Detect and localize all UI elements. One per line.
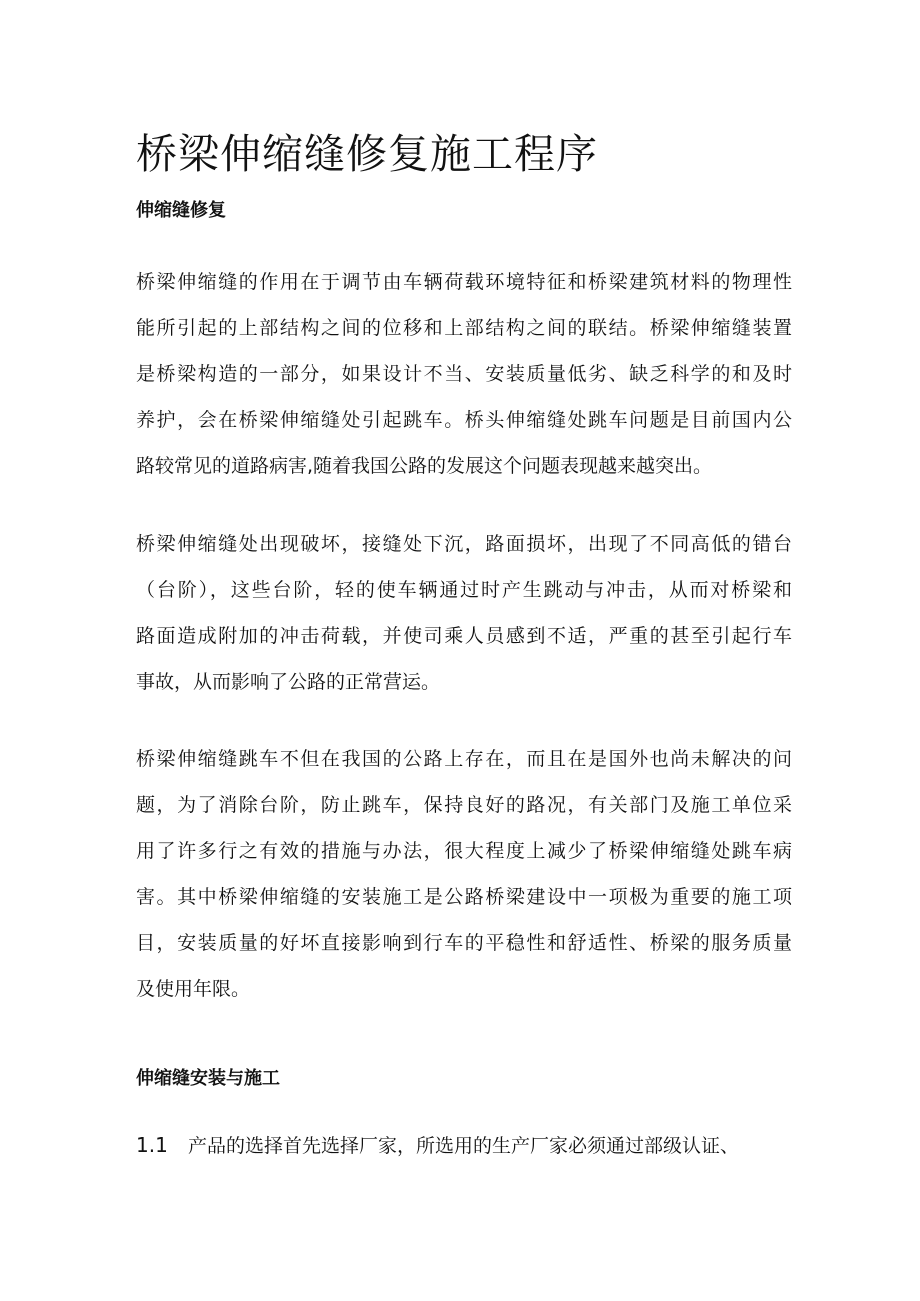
document-title: 桥梁伸缩缝修复施工程序 bbox=[136, 130, 598, 178]
paragraph-line: 害。其中桥梁伸缩缝的安装施工是公路桥梁建设中一项极为重要的施工项 bbox=[136, 886, 792, 908]
paragraph-line: 是桥梁构造的一部分，如果设计不当、安装质量低劣、缺乏科学的和及时 bbox=[136, 363, 792, 385]
paragraph-joint-damage bbox=[136, 521, 792, 705]
paragraph-line: 桥梁伸缩缝的作用在于调节由车辆荷载环境特征和桥梁建筑材料的物理性 bbox=[136, 271, 792, 293]
paragraph-line: （台阶），这些台阶，轻的使车辆通过时产生跳动与冲击，从而对桥梁和 bbox=[136, 579, 792, 601]
paragraph-line: 题，为了消除台阶，防止跳车，保持良好的路况，有关部门及施工单位采 bbox=[136, 794, 792, 816]
section-heading-expansion-joint-repair: 伸缩缝修复 bbox=[136, 200, 226, 221]
item-text: 产品的选择首先选择厂家，所选用的生产厂家必须通过部级认证、 bbox=[188, 1135, 740, 1157]
paragraph-line: 路较常见的道路病害,随着我国公路的发展这个问题表现越来越突出。 bbox=[136, 455, 713, 477]
paragraph-installation-importance bbox=[136, 736, 792, 1012]
paragraph-line: 能所引起的上部结构之间的位移和上部结构之间的联结。桥梁伸缩缝装置 bbox=[136, 317, 792, 339]
paragraph-line: 养护，会在桥梁伸缩缝处引起跳车。桥头伸缩缝处跳车问题是目前国内公 bbox=[136, 409, 792, 431]
paragraph-function-of-expansion-joints bbox=[136, 259, 792, 489]
paragraph-line: 事故，从而影响了公路的正常营运。 bbox=[136, 671, 441, 693]
section-heading-installation-and-construction: 伸缩缝安装与施工 bbox=[136, 1068, 280, 1089]
paragraph-line: 路面造成附加的冲击荷载，并使司乘人员感到不适，严重的甚至引起行车 bbox=[136, 625, 792, 647]
numbered-item-1-1 bbox=[136, 1122, 796, 1168]
item-number: 1.1 bbox=[136, 1133, 168, 1157]
paragraph-line: 用了许多行之有效的措施与办法，很大程度上减少了桥梁伸缩缝处跳车病 bbox=[136, 840, 792, 862]
paragraph-line: 桥梁伸缩缝跳车不但在我国的公路上存在，而且在是国外也尚未解决的问 bbox=[136, 748, 792, 770]
paragraph-line: 桥梁伸缩缝处出现破坏，接缝处下沉，路面损坏，出现了不同高低的错台 bbox=[136, 533, 792, 555]
paragraph-line: 及使用年限。 bbox=[136, 978, 251, 1000]
paragraph-line: 目，安装质量的好坏直接影响到行车的平稳性和舒适性、桥梁的服务质量 bbox=[136, 932, 792, 954]
